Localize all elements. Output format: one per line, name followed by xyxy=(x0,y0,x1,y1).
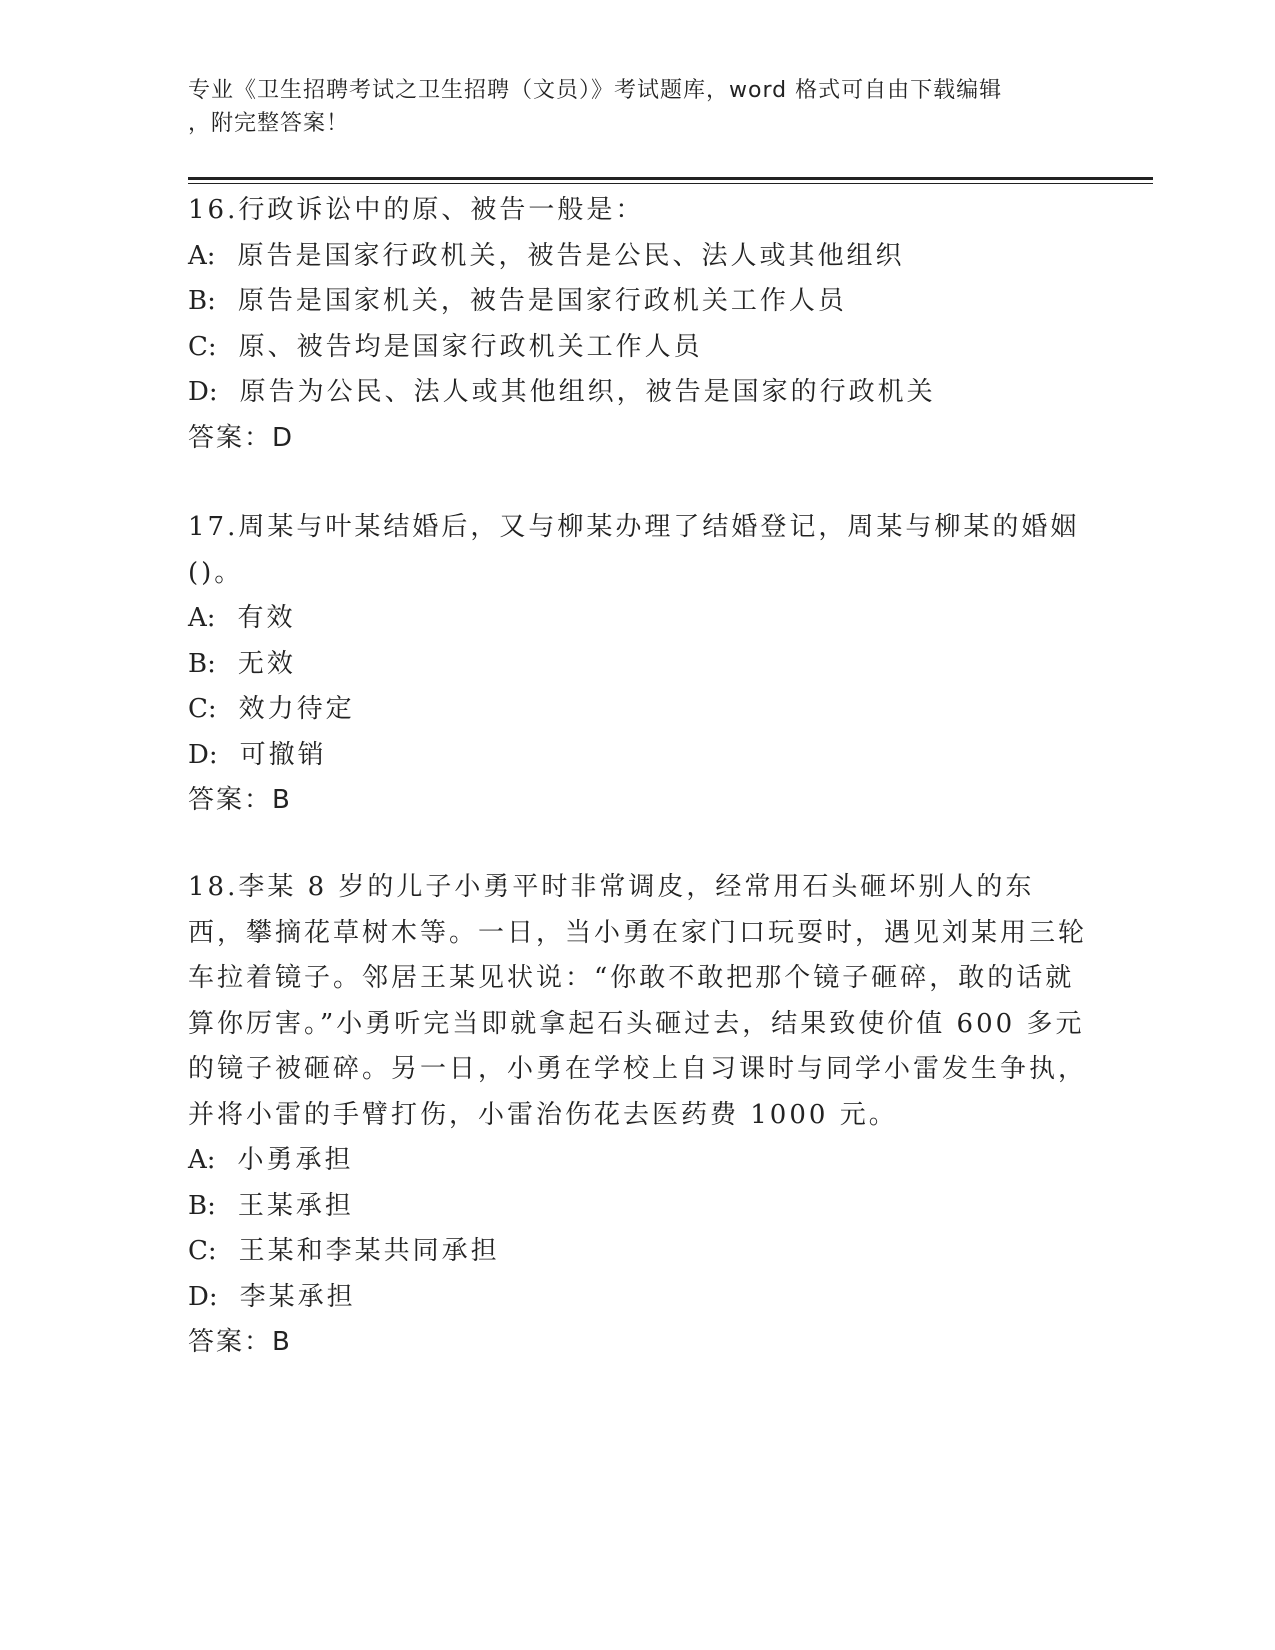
option-b xyxy=(188,279,1088,325)
answer-line: 答案：B xyxy=(188,785,292,815)
question-17 xyxy=(188,505,1088,823)
question-text xyxy=(188,505,1088,596)
option-text: 李某承担 xyxy=(239,1281,356,1312)
option-label: C: xyxy=(188,694,217,724)
header-divider-thick xyxy=(188,177,1153,180)
header-line-1: 专业《卫生招聘考试之卫生招聘（文员）》考试题库，word 格式可自由下载编辑 xyxy=(188,78,1003,103)
option-label: D: xyxy=(188,1281,218,1312)
question-18 xyxy=(188,865,1088,1365)
header-line-2: ，附完整答案！ xyxy=(188,111,350,136)
option-label: D: xyxy=(188,377,218,407)
option-label: C: xyxy=(188,1236,217,1266)
option-text: 原告是国家行政机关，被告是公民、法人或其他组织 xyxy=(237,240,905,271)
option-b xyxy=(188,1184,1088,1230)
option-label: D: xyxy=(188,739,218,770)
option-text: 无效 xyxy=(237,648,296,679)
question-text xyxy=(188,865,1088,1138)
option-d xyxy=(188,370,1088,416)
option-text: 原告为公民、法人或其他组织，被告是国家的行政机关 xyxy=(239,377,936,407)
option-text: 原告是国家机关，被告是国家行政机关工作人员 xyxy=(237,286,847,316)
option-text: 王某和李某共同承担 xyxy=(238,1236,500,1266)
option-label: A: xyxy=(188,240,216,271)
option-label: A: xyxy=(188,603,216,633)
question-number: 18. xyxy=(188,872,239,902)
option-text: 效力待定 xyxy=(238,694,355,724)
question-text xyxy=(188,188,1088,234)
option-b xyxy=(188,642,1088,688)
question-stem: 周某与叶某结婚后，又与柳某办理了结婚登记，周某与柳某的婚姻()。 xyxy=(188,512,1080,588)
option-d xyxy=(188,1275,1088,1321)
option-label: A: xyxy=(188,1145,216,1175)
option-label: B: xyxy=(188,1190,216,1221)
option-text: 可撤销 xyxy=(239,739,327,770)
option-text: 有效 xyxy=(237,603,296,633)
option-text: 原、被告均是国家行政机关工作人员 xyxy=(238,331,703,362)
option-c xyxy=(188,687,1088,733)
question-stem: 李某 8 岁的儿子小勇平时非常调皮，经常用石头砸坏别人的东西，攀摘花草树木等。一日，当小勇在家门口玩耍时，遇见刘某用三轮车拉着镜子。邻居王某见状说：“你敢不敢把那个镜子砸碎，敢的话就算你厉害。”小勇听完当即就拿起石头砸过去，结果致使价值 600 多元的镜子被砸碎。另一日，小勇在学校上自习课时与同学小雷发生争执，并将小雷的手臂打伤，小雷治伤花去医药费 1000 元。 xyxy=(188,872,1088,1130)
option-a xyxy=(188,596,1088,642)
document-header xyxy=(188,74,1088,140)
answer-line: 答案：D xyxy=(188,422,295,453)
option-label: C: xyxy=(188,331,217,362)
option-a xyxy=(188,234,1088,280)
header-divider-thin xyxy=(188,183,1153,184)
question-stem: 行政诉讼中的原、被告一般是： xyxy=(238,195,645,225)
option-text: 小勇承担 xyxy=(237,1145,354,1175)
option-c xyxy=(188,1229,1088,1275)
option-label: B: xyxy=(188,648,216,679)
question-16 xyxy=(188,188,1088,461)
answer-line: 答案：B xyxy=(188,1327,292,1357)
question-number: 17. xyxy=(188,512,239,542)
option-d xyxy=(188,733,1088,779)
option-text: 王某承担 xyxy=(237,1190,354,1221)
option-c xyxy=(188,325,1088,371)
option-a xyxy=(188,1138,1088,1184)
question-number: 16. xyxy=(188,195,239,225)
option-label: B: xyxy=(188,286,216,316)
